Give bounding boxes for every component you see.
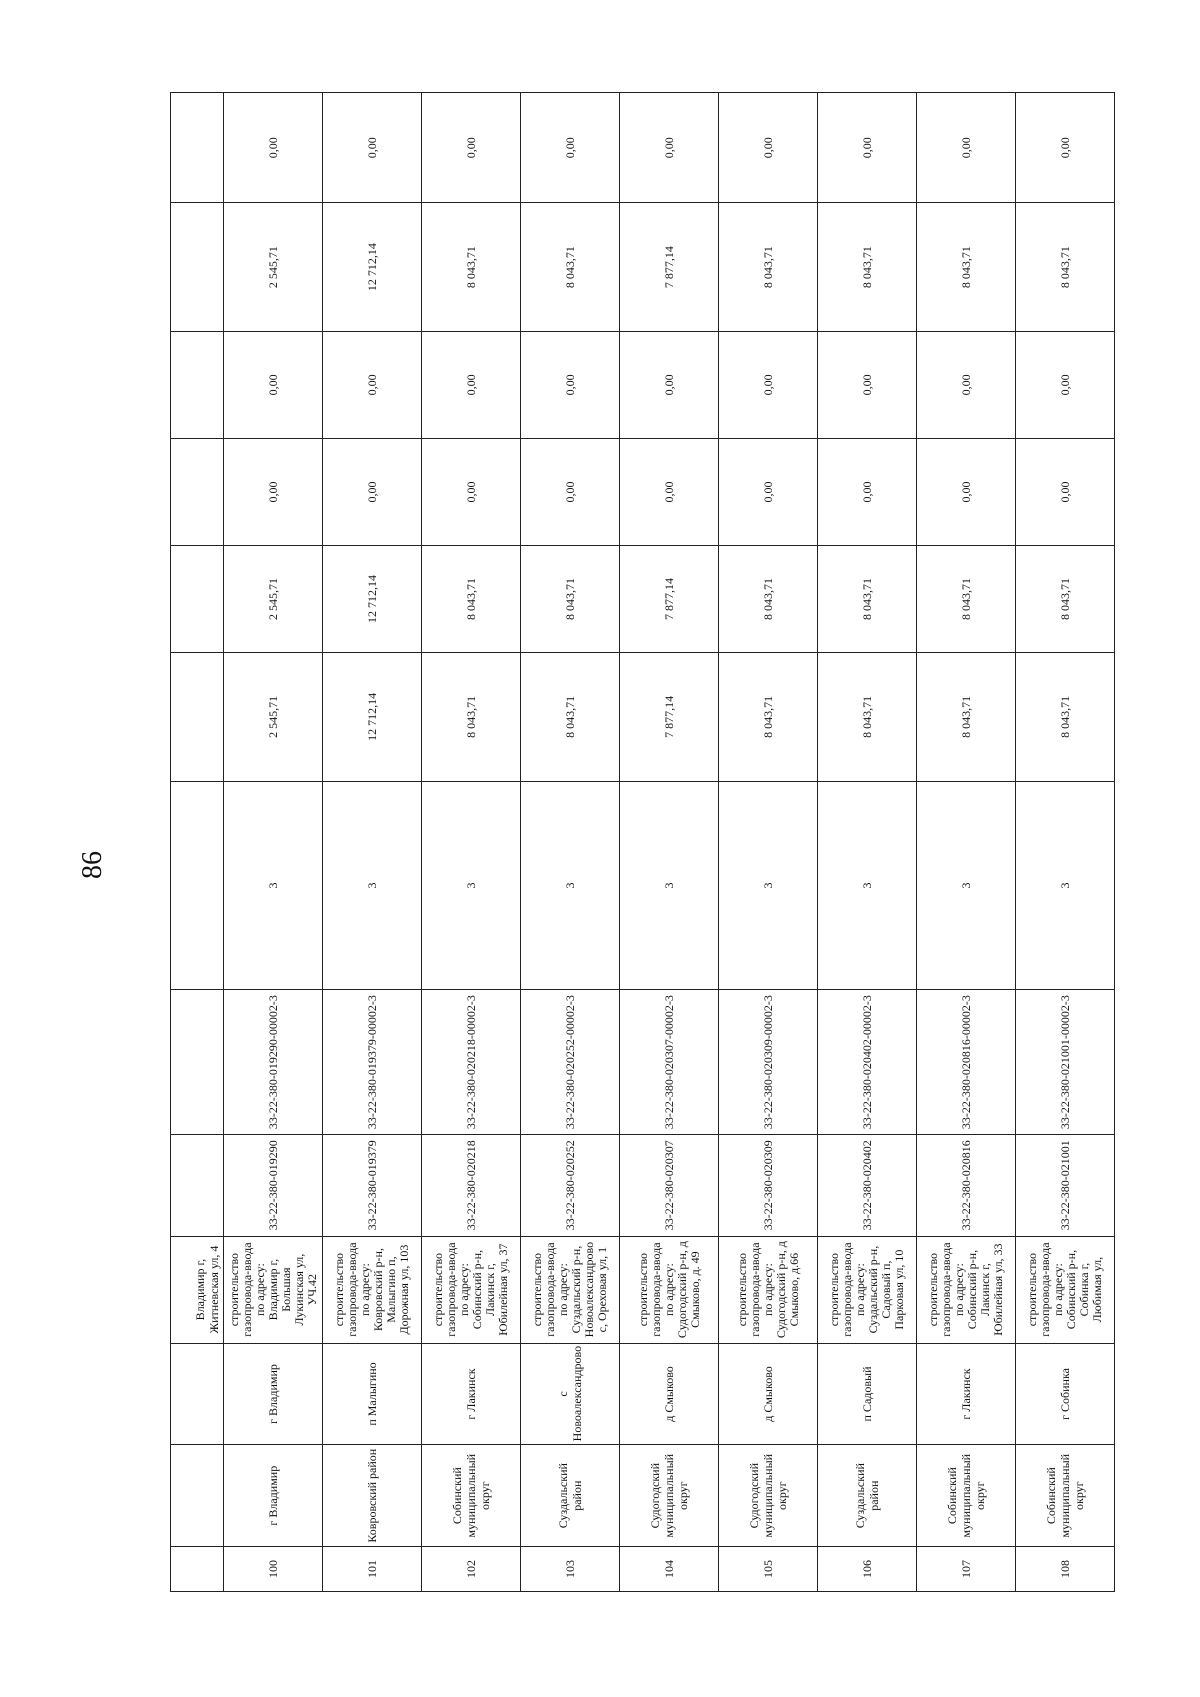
object-code-cell: 33-22-380-020218-00002-3 [422,990,521,1135]
amount-2-cell: 2 545,71 [224,546,323,653]
row-number-cell: 104 [620,1547,719,1592]
object-code-cell: 33-22-380-020309-00002-3 [719,990,818,1135]
amount-4-cell: 0,00 [719,331,818,438]
cadastral-quarter-cell: 33-22-380-019290 [224,1134,323,1236]
district-cell: Суздальский район [818,1445,917,1547]
table-row [818,93,917,1592]
amount-total-cell: 8 043,71 [719,653,818,781]
cadastral-quarter-cell: 33-22-380-020252 [521,1134,620,1236]
amount-3-cell: 0,00 [521,438,620,545]
amount-2-cell: 7 877,14 [620,546,719,653]
category-cell: 3 [422,781,521,990]
amount-6-cell: 0,00 [422,93,521,203]
address-cell: строительство газопровода-ввода по адресу: Ковровский р-н, Малыгино п, Дорожная ул, 103 [323,1236,422,1343]
object-code-cell: 33-22-380-021001-00002-3 [1016,990,1115,1135]
data-table [170,92,1115,1592]
row-number-cell: 108 [1016,1547,1115,1592]
district-cell: Собинский муниципальный округ [917,1445,1016,1547]
page-number: 86 [77,851,108,879]
amount-total-cell: 8 043,71 [521,653,620,781]
category-cell: 3 [224,781,323,990]
amount-4-cell: 0,00 [1016,331,1115,438]
category-cell: 3 [917,781,1016,990]
table-row [224,93,323,1592]
category-cell: 3 [1016,781,1115,990]
locality-cell: п Малыгино [323,1343,422,1445]
address-cell: строительство газопровода-ввода по адресу: Собинский р-н, Собинка г, Любимая ул, [1016,1236,1115,1343]
amount-6-cell: 0,00 [1016,93,1115,203]
continuation-row [171,93,224,1592]
row-number-cell: 106 [818,1547,917,1592]
category-cell: 3 [719,781,818,990]
address-cell: строительство газопровода-ввода по адресу: Собинский р-н, Лакинск г, Юбилейная ул, 33 [917,1236,1016,1343]
amount-6-cell: 0,00 [224,93,323,203]
amount-6-cell: 0,00 [818,93,917,203]
amount-2-cell: 8 043,71 [1016,546,1115,653]
cadastral-quarter-cell: 33-22-380-019379 [323,1134,422,1236]
rotated-table-container [170,92,1110,1592]
amount-6-cell: 0,00 [521,93,620,203]
table-row [422,93,521,1592]
amount-3-cell: 0,00 [224,438,323,545]
amount-6-cell: 0,00 [323,93,422,203]
amount-6-cell: 0,00 [719,93,818,203]
amount-total-cell: 8 043,71 [1016,653,1115,781]
amount-5-cell: 8 043,71 [917,203,1016,331]
cadastral-quarter-cell: 33-22-380-020816 [917,1134,1016,1236]
district-cell: Собинский муниципальный округ [422,1445,521,1547]
amount-4-cell: 0,00 [917,331,1016,438]
address-cell: строительство газопровода-ввода по адресу: Собинский р-н, Лакинск г, Юбилейная ул, 37 [422,1236,521,1343]
row-number-cell: 102 [422,1547,521,1592]
row-number-cell: 100 [224,1547,323,1592]
row-number-cell: 101 [323,1547,422,1592]
amount-3-cell: 0,00 [323,438,422,545]
locality-cell: с Новоалександрово [521,1343,620,1445]
locality-cell: г Владимир [224,1343,323,1445]
locality-cell: г Лакинск [917,1343,1016,1445]
amount-3-cell: 0,00 [1016,438,1115,545]
object-code-cell: 33-22-380-020816-00002-3 [917,990,1016,1135]
amount-5-cell: 7 877,14 [620,203,719,331]
district-cell: Суздальский район [521,1445,620,1547]
amount-5-cell: 12 712,14 [323,203,422,331]
table-row [719,93,818,1592]
district-cell: Ковровский район [323,1445,422,1547]
locality-cell: п Садовый [818,1343,917,1445]
amount-5-cell: 8 043,71 [818,203,917,331]
amount-5-cell: 8 043,71 [719,203,818,331]
table-row [917,93,1016,1592]
table-row [323,93,422,1592]
amount-5-cell: 8 043,71 [521,203,620,331]
amount-total-cell: 7 877,14 [620,653,719,781]
amount-2-cell: 12 712,14 [323,546,422,653]
object-code-cell: 33-22-380-020307-00002-3 [620,990,719,1135]
address-cell: строительство газопровода-ввода по адресу: Суздальский р-н, Садовый п, Парковая ул, 10 [818,1236,917,1343]
object-code-cell: 33-22-380-020402-00002-3 [818,990,917,1135]
address-cell: строительство газопровода-ввода по адресу: Судогодский р-н, д Смыково, д. 49 [620,1236,719,1343]
amount-3-cell: 0,00 [818,438,917,545]
amount-6-cell: 0,00 [620,93,719,203]
amount-2-cell: 8 043,71 [917,546,1016,653]
row-number-cell: 103 [521,1547,620,1592]
cadastral-quarter-cell: 33-22-380-020309 [719,1134,818,1236]
locality-cell: д Смыково [620,1343,719,1445]
address-cell: строительство газопровода-ввода по адресу: Судогодский р-н, д Смыково, д.66 [719,1236,818,1343]
locality-cell: г Собинка [1016,1343,1115,1445]
row-number-cell: 105 [719,1547,818,1592]
amount-2-cell: 8 043,71 [422,546,521,653]
amount-total-cell: 8 043,71 [422,653,521,781]
amount-4-cell: 0,00 [620,331,719,438]
address-cell: строительство газопровода-ввода по адресу: Владимир г, Большая Лукинская ул, УЧ.42 [224,1236,323,1343]
amount-total-cell: 2 545,71 [224,653,323,781]
district-cell: Судогодский муниципальный округ [719,1445,818,1547]
amount-4-cell: 0,00 [521,331,620,438]
district-cell: Судогодский муниципальный округ [620,1445,719,1547]
category-cell: 3 [521,781,620,990]
amount-4-cell: 0,00 [422,331,521,438]
cadastral-quarter-cell: 33-22-380-020218 [422,1134,521,1236]
amount-3-cell: 0,00 [422,438,521,545]
amount-6-cell: 0,00 [917,93,1016,203]
amount-total-cell: 12 712,14 [323,653,422,781]
amount-total-cell: 8 043,71 [917,653,1016,781]
amount-2-cell: 8 043,71 [521,546,620,653]
amount-5-cell: 8 043,71 [422,203,521,331]
amount-3-cell: 0,00 [917,438,1016,545]
amount-4-cell: 0,00 [224,331,323,438]
cadastral-quarter-cell: 33-22-380-021001 [1016,1134,1115,1236]
category-cell: 3 [620,781,719,990]
category-cell: 3 [818,781,917,990]
object-code-cell: 33-22-380-020252-00002-3 [521,990,620,1135]
object-code-cell: 33-22-380-019290-00002-3 [224,990,323,1135]
amount-3-cell: 0,00 [719,438,818,545]
address-cell: строительство газопровода-ввода по адресу: Суздальский р-н, Новоалександрово с, Ореховая ул, 1 [521,1236,620,1343]
table-row [620,93,719,1592]
locality-cell: г Лакинск [422,1343,521,1445]
amount-3-cell: 0,00 [620,438,719,545]
table-row [1016,93,1115,1592]
district-cell: г Владимир [224,1445,323,1547]
cadastral-quarter-cell: 33-22-380-020307 [620,1134,719,1236]
row-number-cell: 107 [917,1547,1016,1592]
amount-2-cell: 8 043,71 [719,546,818,653]
amount-4-cell: 0,00 [818,331,917,438]
amount-2-cell: 8 043,71 [818,546,917,653]
continuation-address: Владимир г, Житневская ул, 4 [171,1236,224,1343]
cadastral-quarter-cell: 33-22-380-020402 [818,1134,917,1236]
table-row [521,93,620,1592]
object-code-cell: 33-22-380-019379-00002-3 [323,990,422,1135]
district-cell: Собинский муниципальный округ [1016,1445,1115,1547]
locality-cell: д Смыково [719,1343,818,1445]
category-cell: 3 [323,781,422,990]
amount-4-cell: 0,00 [323,331,422,438]
amount-total-cell: 8 043,71 [818,653,917,781]
amount-5-cell: 8 043,71 [1016,203,1115,331]
amount-5-cell: 2 545,71 [224,203,323,331]
